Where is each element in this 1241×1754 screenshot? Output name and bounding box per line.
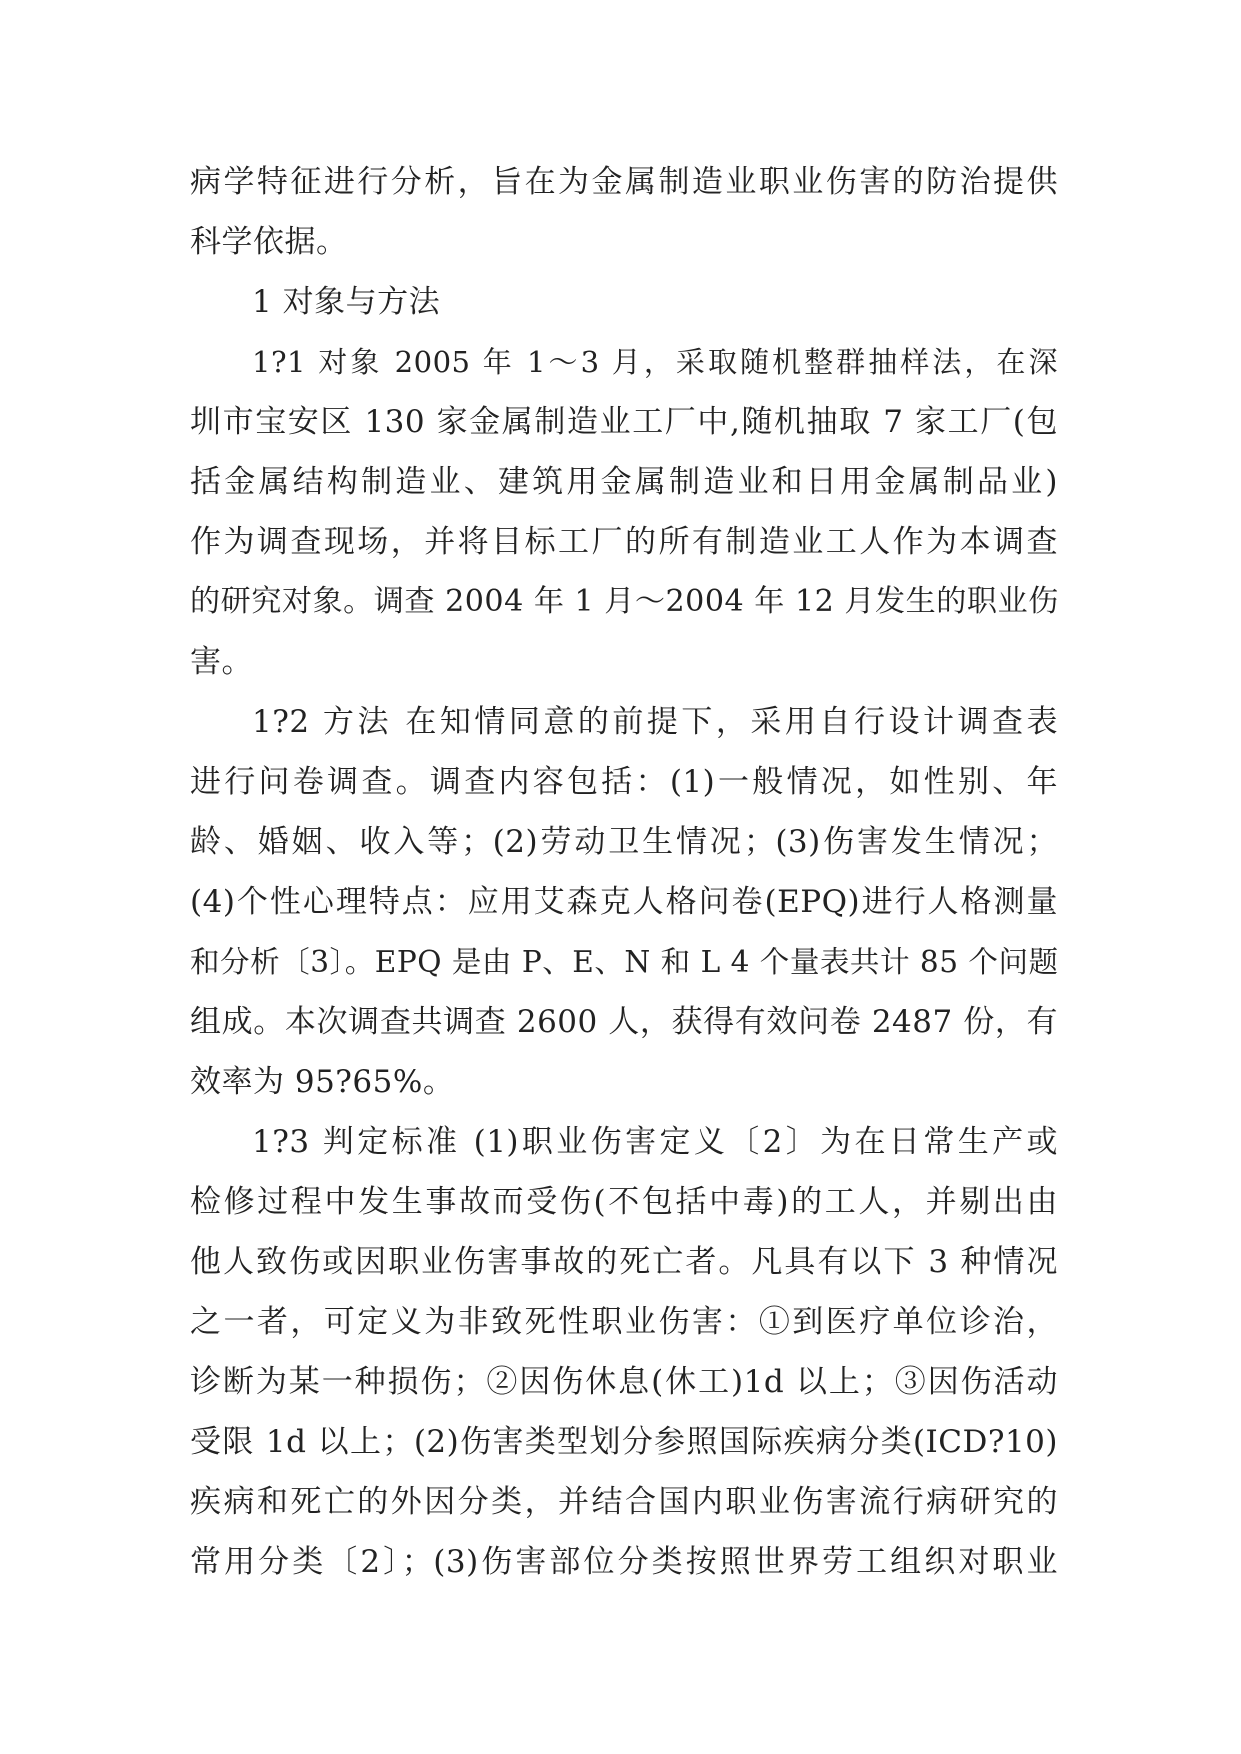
text-line: 受限 1d 以上；(2)伤害类型划分参照国际疾病分类(ICD?10) bbox=[190, 1424, 1058, 1460]
text-line: 和分析〔3〕。EPQ 是由 P、E、N 和 L 4 个量表共计 85 个问题 bbox=[190, 945, 1059, 979]
text-line: 效率为 95?65%。 bbox=[190, 1064, 455, 1100]
text-line: 1?1 对象 2005 年 1～3 月，采取随机整群抽样法，在深 bbox=[252, 345, 1058, 379]
text-line: 常用分类〔2〕；(3)伤害部位分类按照世界劳工组织对职业 bbox=[190, 1544, 1058, 1580]
text-line: 的研究对象。调查 2004 年 1 月～2004 年 12 月发生的职业伤 bbox=[190, 584, 1059, 619]
text-line: 1?2 方法 在知情同意的前提下，采用自行设计调查表 bbox=[252, 704, 1058, 740]
text-line: 他人致伤或因职业伤害事故的死亡者。凡具有以下 3 种情况 bbox=[190, 1244, 1058, 1280]
text-line: 害。 bbox=[190, 644, 253, 680]
text-line: 检修过程中发生事故而受伤(不包括中毒)的工人，并剔出由 bbox=[190, 1184, 1058, 1220]
text-line: 圳市宝安区 130 家金属制造业工厂中,随机抽取 7 家工厂(包 bbox=[190, 404, 1058, 440]
paragraph-methods bbox=[190, 692, 1058, 1112]
text-line: 作为调查现场，并将目标工厂的所有制造业工人作为本调查 bbox=[190, 524, 1058, 560]
text-line: 组成。本次调查共调查 2600 人，获得有效问卷 2487 份，有 bbox=[190, 1004, 1058, 1040]
text-line: 科学依据。 bbox=[190, 224, 348, 260]
section-heading: 1 对象与方法 bbox=[252, 284, 441, 320]
text-line: 进行问卷调查。调查内容包括：(1)一般情况，如性别、年 bbox=[190, 764, 1058, 800]
section-heading-methods bbox=[190, 272, 1058, 332]
paragraph-criteria bbox=[190, 1112, 1058, 1592]
text-line: (4)个性心理特点：应用艾森克人格问卷(EPQ)进行人格测量 bbox=[190, 884, 1058, 920]
text-line: 诊断为某一种损伤；②因伤休息(休工)1d 以上；③因伤活动 bbox=[190, 1364, 1058, 1400]
text-line: 病学特征进行分析，旨在为金属制造业职业伤害的防治提供 bbox=[190, 164, 1058, 200]
text-line: 括金属结构制造业、建筑用金属制造业和日用金属制品业) bbox=[190, 464, 1058, 500]
document-page bbox=[190, 152, 1058, 1592]
paragraph-intro-continuation bbox=[190, 152, 1058, 272]
text-line: 龄、婚姻、收入等；(2)劳动卫生情况；(3)伤害发生情况； bbox=[190, 824, 1058, 860]
text-line: 1?3 判定标准 (1)职业伤害定义〔2〕为在日常生产或 bbox=[252, 1124, 1058, 1160]
text-line: 之一者，可定义为非致死性职业伤害：①到医疗单位诊治， bbox=[190, 1304, 1058, 1340]
text-line: 疾病和死亡的外因分类，并结合国内职业伤害流行病研究的 bbox=[190, 1484, 1058, 1520]
paragraph-subjects bbox=[190, 332, 1058, 692]
